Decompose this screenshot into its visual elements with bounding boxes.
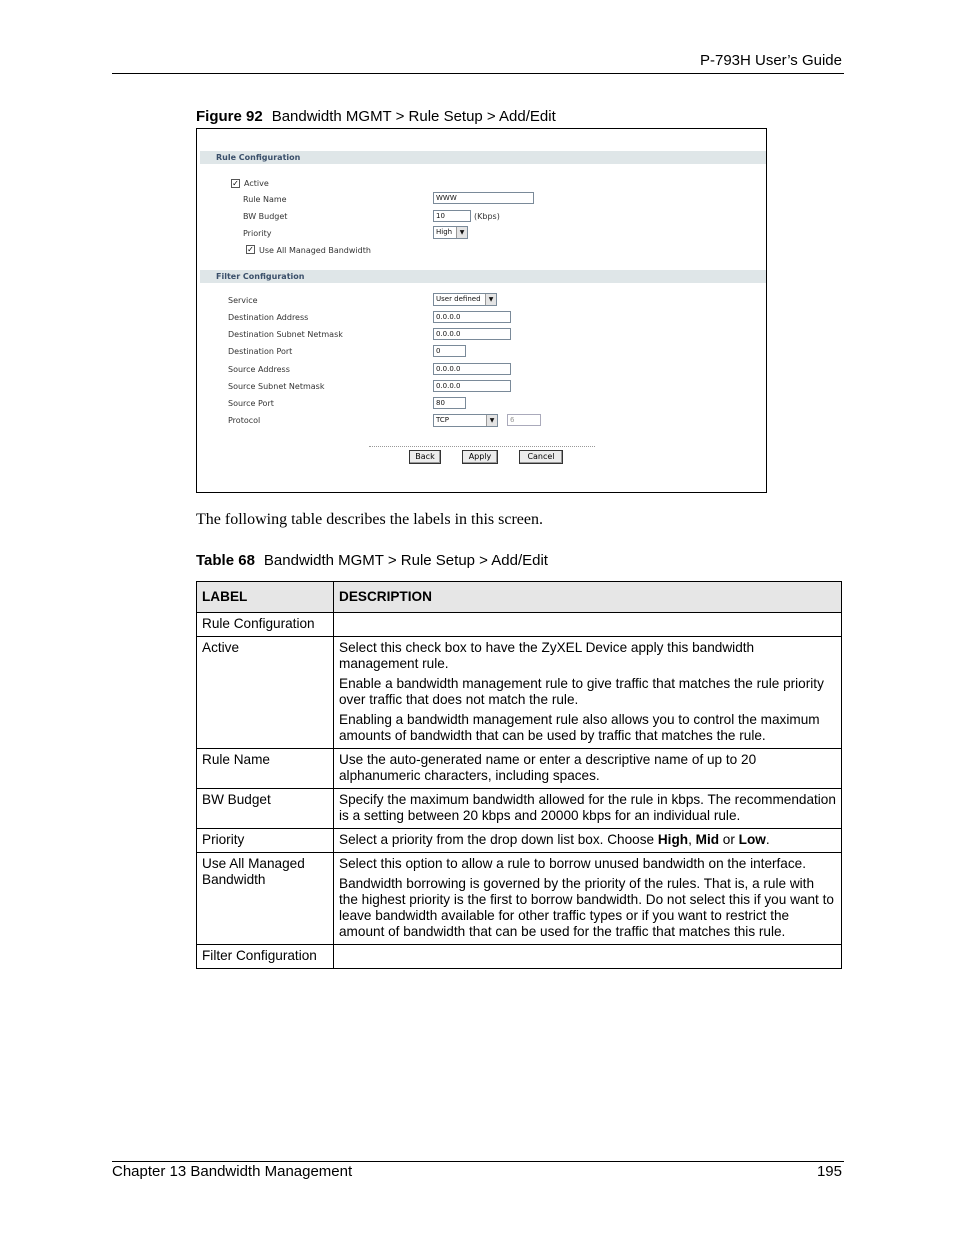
row-description xyxy=(334,613,842,637)
column-header-label: LABEL xyxy=(197,582,334,613)
apply-button[interactable]: Apply xyxy=(462,450,498,464)
row-label: Rule Name xyxy=(197,749,334,789)
sentence-end: . xyxy=(765,832,770,847)
table-row xyxy=(197,749,842,789)
service-value: User defined xyxy=(436,295,481,303)
chevron-down-icon: ▼ xyxy=(456,227,467,238)
priority-label: Priority xyxy=(243,229,272,238)
protocol-label: Protocol xyxy=(228,416,261,425)
priority-option-low: Low xyxy=(738,832,766,847)
bw-budget-label: BW Budget xyxy=(243,212,288,221)
source-netmask-label: Source Subnet Netmask xyxy=(228,382,325,391)
back-button[interactable]: Back xyxy=(409,450,441,464)
row-description xyxy=(334,853,842,945)
destination-port-label: Destination Port xyxy=(228,347,293,356)
row-description xyxy=(334,945,842,969)
separator: or xyxy=(719,832,739,847)
figure-caption xyxy=(196,108,556,125)
row-description xyxy=(334,637,842,749)
description-paragraph: Enable a bandwidth management rule to give traffic that matches the rule priority over traffic that does not match the rule. xyxy=(339,676,824,707)
row-description xyxy=(334,789,842,829)
row-description xyxy=(334,829,842,853)
destination-port-input[interactable]: 0 xyxy=(433,345,466,357)
table-row xyxy=(197,853,842,945)
guide-title: P-793H User’s Guide xyxy=(699,52,842,69)
description-paragraph: Enabling a bandwidth management rule also allows you to control the maximum amounts of bandwidth that can be used by traffic that matches the rule. xyxy=(339,712,820,743)
description-paragraph: Use the auto-generated name or enter a descriptive name of up to 20 alphanumeric characters, including spaces. xyxy=(339,752,757,783)
table-number: Table 68 xyxy=(196,552,255,569)
table-caption xyxy=(196,552,548,569)
protocol-select[interactable] xyxy=(433,414,498,427)
row-description xyxy=(334,749,842,789)
page-number: 195 xyxy=(816,1163,842,1180)
protocol-value: TCP xyxy=(436,416,449,424)
priority-option-mid: Mid xyxy=(695,832,720,847)
description-paragraph: Bandwidth borrowing is governed by the priority of the rules. That is, a rule with the highest priority is the first to borrow bandwidth. Do not select this if you want to leave bandwidth available for other traffic types or if you want to restrict the amount of bandwidth that can be used for the traffic that matches this rule. xyxy=(339,876,834,939)
table-row xyxy=(197,637,842,749)
table-row xyxy=(197,613,842,637)
column-header-description: DESCRIPTION xyxy=(334,582,842,613)
row-label: Use All Managed Bandwidth xyxy=(197,853,334,945)
rule-name-input[interactable]: WWW xyxy=(433,192,534,204)
divider xyxy=(369,446,595,447)
figure-title: Bandwidth MGMT > Rule Setup > Add/Edit xyxy=(271,108,556,125)
footer-rule xyxy=(112,1161,844,1162)
active-label: Active xyxy=(244,179,269,188)
bw-budget-input[interactable]: 10 xyxy=(433,210,471,222)
row-label: Priority xyxy=(197,829,334,853)
chevron-down-icon: ▼ xyxy=(485,294,496,305)
intro-paragraph: The following table describes the labels in this screen. xyxy=(196,511,544,528)
row-label: Filter Configuration xyxy=(197,945,334,969)
description-paragraph: Select this check box to have the ZyXEL Device apply this bandwidth management rule. xyxy=(339,640,755,671)
cancel-button[interactable]: Cancel xyxy=(519,450,563,464)
use-all-bandwidth-checkbox[interactable]: ✓ xyxy=(247,245,254,254)
service-label: Service xyxy=(228,296,258,305)
table-row xyxy=(197,789,842,829)
active-checkbox[interactable]: ✓ xyxy=(232,179,239,188)
description-paragraph: Specify the maximum bandwidth allowed for the rule in kbps. The recommendation is a setting between 20 kbps and 20000 kbps for an individual rule. xyxy=(339,792,836,823)
rule-setup-screenshot xyxy=(196,128,767,493)
protocol-number-input[interactable]: 6 xyxy=(507,414,541,426)
row-label: Rule Configuration xyxy=(197,613,334,637)
row-label: BW Budget xyxy=(197,789,334,829)
priority-value: High xyxy=(436,228,453,236)
destination-netmask-input[interactable]: 0.0.0.0 xyxy=(433,328,511,340)
description-text: Select a priority from the drop down list box. Choose xyxy=(339,832,658,847)
bw-unit-label: (Kbps) xyxy=(474,212,500,221)
table-header-row xyxy=(197,582,842,613)
service-select[interactable] xyxy=(433,293,497,306)
priority-select[interactable] xyxy=(433,226,468,239)
table-row xyxy=(197,945,842,969)
separator: , xyxy=(688,832,696,847)
figure-number: Figure 92 xyxy=(196,108,263,125)
description-paragraph: Select this option to allow a rule to borrow unused bandwidth on the interface. xyxy=(339,856,807,871)
use-all-bandwidth-label: Use All Managed Bandwidth xyxy=(259,246,371,255)
destination-netmask-label: Destination Subnet Netmask xyxy=(228,330,343,339)
table-title: Bandwidth MGMT > Rule Setup > Add/Edit xyxy=(263,552,548,569)
rule-name-label: Rule Name xyxy=(243,195,287,204)
source-address-input[interactable]: 0.0.0.0 xyxy=(433,363,511,375)
rule-configuration-header: Rule Configuration xyxy=(200,151,766,164)
source-port-input[interactable]: 80 xyxy=(433,397,466,409)
header-rule xyxy=(112,73,844,74)
label-description-table xyxy=(196,581,842,969)
source-port-label: Source Port xyxy=(228,399,274,408)
destination-address-input[interactable]: 0.0.0.0 xyxy=(433,311,511,323)
source-address-label: Source Address xyxy=(228,365,290,374)
row-label: Active xyxy=(197,637,334,749)
chapter-title: Chapter 13 Bandwidth Management xyxy=(112,1163,353,1180)
table-row xyxy=(197,829,842,853)
filter-configuration-header: Filter Configuration xyxy=(200,270,766,283)
destination-address-label: Destination Address xyxy=(228,313,309,322)
source-netmask-input[interactable]: 0.0.0.0 xyxy=(433,380,511,392)
priority-option-high: High xyxy=(657,832,689,847)
chevron-down-icon: ▼ xyxy=(486,415,497,426)
